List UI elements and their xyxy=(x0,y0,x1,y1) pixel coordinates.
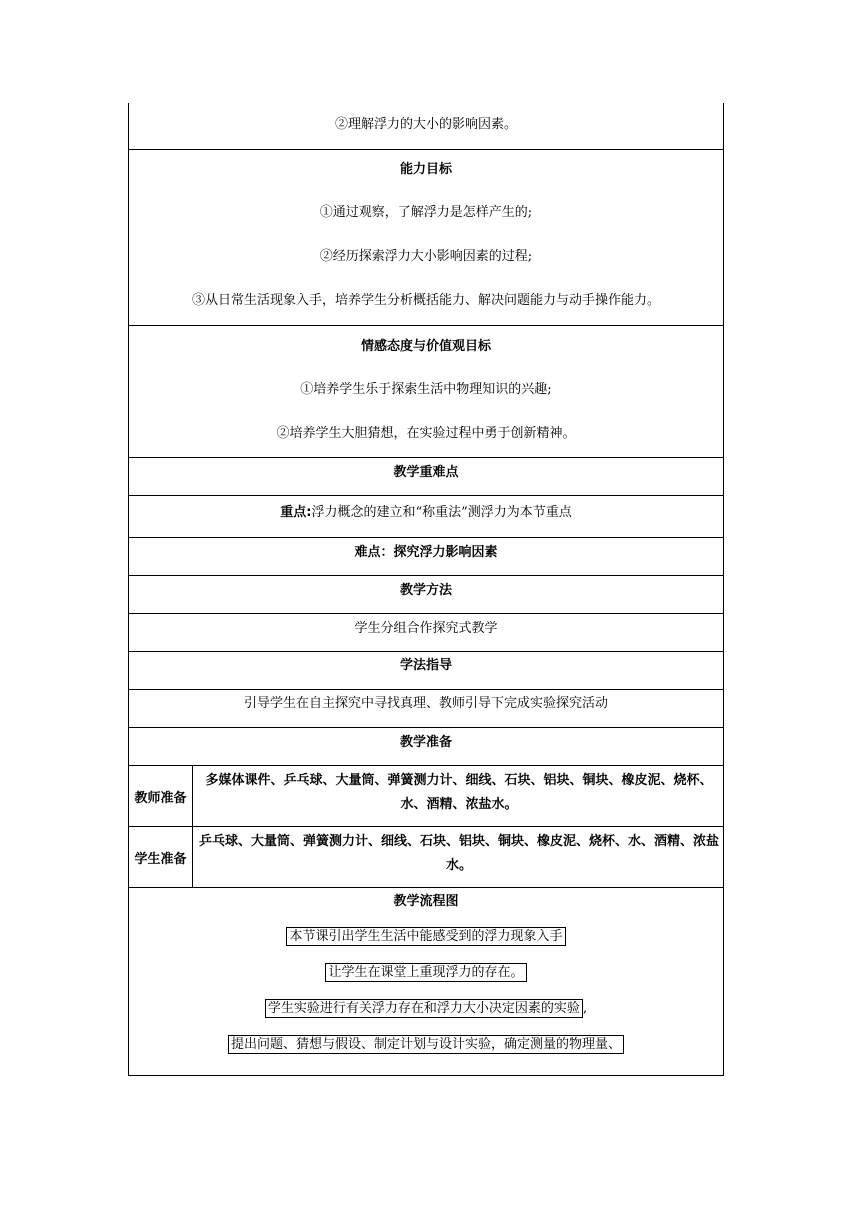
key-point-text xyxy=(129,506,723,519)
emotion-row xyxy=(129,325,723,457)
study-guide-heading: 学法指导 xyxy=(399,658,452,673)
method-row xyxy=(129,613,723,651)
study-guide-text: 引导学生在自主探究中寻找真理、教师引导下完成实验探究活动 xyxy=(243,696,608,711)
ability-line-1: ①通过观察，了解浮力是怎样产生的; xyxy=(319,205,533,220)
ability-heading: 能力目标 xyxy=(399,162,452,177)
flow-chart-heading: 教学流程图 xyxy=(393,894,459,909)
difficult-point-text: 难点：探究浮力影响因素 xyxy=(354,545,498,560)
study-guide-row xyxy=(129,689,723,727)
teacher-preparation-row xyxy=(129,765,723,826)
ability-line-3: ③从日常生活现象入手，培养学生分析概括能力、解决问题能力与动手操作能力。 xyxy=(191,293,660,308)
teacher-preparation-text: 多媒体课件、乒乓球、大量筒、弹簧测力计、细线、石块、铝块、铜块、橡皮泥、烧杯、水、酒精、浓盐水。 xyxy=(205,773,713,812)
knowledge-line-2: ②理解浮力的大小的影响因素。 xyxy=(334,117,517,132)
key-point-content: 浮力概念的建立和“称重法”测浮力为本节重点 xyxy=(311,505,572,520)
key-point-row xyxy=(129,495,723,537)
emotion-line-1: ①培养学生乐于探索生活中物理知识的兴趣; xyxy=(300,382,552,397)
emotion-heading: 情感态度与价值观目标 xyxy=(360,339,491,354)
teacher-preparation-label: 教师准备 xyxy=(129,766,193,826)
key-points-heading-row xyxy=(129,457,723,495)
knowledge-row xyxy=(129,103,723,149)
method-heading: 教学方法 xyxy=(399,583,452,598)
student-preparation-text: 乒乓球、大量筒、弹簧测力计、细线、石块、铝块、铜块、橡皮泥、烧杯、水、酒精、浓盐水。 xyxy=(198,834,719,873)
flow-step-3-suffix: , xyxy=(582,1001,588,1016)
method-heading-row xyxy=(129,575,723,613)
flow-step-4: 提出问题、猜想与假设、制定计划与设计实验，确定测量的物理量、 xyxy=(228,1035,624,1054)
flow-step-4-wrap xyxy=(129,1035,723,1054)
flow-step-1-wrap xyxy=(129,927,723,946)
flow-step-3: 学生实验进行有关浮力存在和浮力大小决定因素的实验 xyxy=(265,999,583,1018)
ability-row xyxy=(129,149,723,325)
preparation-heading: 教学准备 xyxy=(399,735,452,750)
student-preparation-row xyxy=(129,826,723,887)
flow-step-2: 让学生在课堂上重现浮力的存在。 xyxy=(325,963,526,982)
ability-line-2: ②经历探索浮力大小影响因素的过程; xyxy=(319,249,533,264)
preparation-heading-row xyxy=(129,727,723,765)
emotion-line-2: ②培养学生大胆猜想，在实验过程中勇于创新精神。 xyxy=(276,426,576,441)
student-preparation-label: 学生准备 xyxy=(129,827,193,887)
difficult-point-row xyxy=(129,537,723,575)
flow-step-2-wrap xyxy=(129,963,723,982)
lesson-plan-table xyxy=(128,103,724,1076)
key-point-label: 重点: xyxy=(280,505,312,520)
flow-step-1: 本节课引出学生生活中能感受到的浮力现象入手 xyxy=(286,927,565,946)
study-guide-heading-row xyxy=(129,651,723,689)
key-points-heading: 教学重难点 xyxy=(393,465,459,480)
method-text: 学生分组合作探究式教学 xyxy=(354,621,498,636)
flow-chart-row xyxy=(129,887,723,1075)
flow-step-3-wrap xyxy=(129,999,723,1018)
